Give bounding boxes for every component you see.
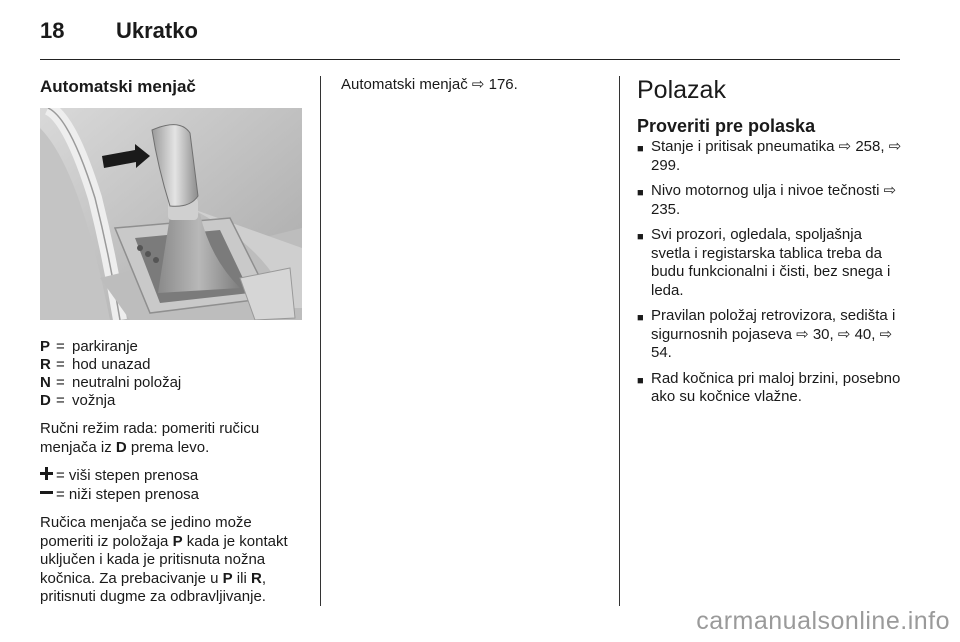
plus-icon xyxy=(40,467,56,486)
list-item xyxy=(637,307,902,363)
list-item-text: Rad kočnica pri maloj brzini, posebno ako su kočnice vlažne. xyxy=(651,369,901,405)
column-right xyxy=(637,76,902,414)
list-item xyxy=(637,182,902,219)
legend-row xyxy=(40,467,305,486)
legend-eq: = xyxy=(56,338,65,355)
bullet-square-icon: ■ xyxy=(637,231,644,243)
minus-icon xyxy=(40,486,56,505)
shift-text: Ručica menjača se jedino može pomeriti iz položaja xyxy=(40,514,252,550)
legend-row xyxy=(40,338,305,356)
legend-key: R xyxy=(40,356,51,373)
list-item xyxy=(637,138,902,175)
list-item-text: Pravilan položaj retrovizora, sedišta i sigurnosnih pojaseva ⇨ 30, ⇨ 40, ⇨ 54. xyxy=(651,307,896,361)
shift-key: P xyxy=(222,569,233,587)
legend-key: N xyxy=(40,374,51,391)
manual-shift-legend xyxy=(40,467,305,504)
legend-row xyxy=(40,356,305,374)
shift-key: P xyxy=(172,532,183,550)
manual-mode-paragraph xyxy=(40,420,305,457)
header-divider xyxy=(40,59,900,60)
section-heading: Polazak xyxy=(637,76,726,104)
legend-row xyxy=(40,392,305,410)
legend-key: P xyxy=(40,338,51,355)
legend-row xyxy=(40,374,305,392)
column-divider-2 xyxy=(619,76,620,606)
list-item-text: Svi prozori, ogledala, spoljašnja svetla i registarska tablica treba da budu funkcionalni i čisti, bez snega i leda. xyxy=(651,226,891,299)
manual-mode-text-end: prema levo. xyxy=(126,438,210,456)
legend-text: neutralni položaj xyxy=(72,374,182,391)
subsection-heading: Proveriti pre polaska xyxy=(637,116,816,136)
legend-text: hod unazad xyxy=(72,356,151,373)
checklist xyxy=(637,138,902,407)
legend-key: D xyxy=(40,392,51,409)
column-divider-1 xyxy=(320,76,321,606)
list-item-text: Stanje i pritisak pneumatika ⇨ 258, ⇨ 299. xyxy=(651,138,902,174)
section-title: Automatski menjač xyxy=(40,77,196,96)
legend-eq: = xyxy=(56,356,65,373)
legend-text: vožnja xyxy=(72,392,116,409)
list-item xyxy=(637,226,902,300)
bullet-square-icon: ■ xyxy=(637,187,644,199)
page-number: 18 xyxy=(40,18,65,43)
legend-text: parkiranje xyxy=(72,338,138,355)
shift-text: kada je kontakt uključen i kada je pritisnuta nožna kočnica. Za prebacivanje u xyxy=(40,532,288,587)
column-left xyxy=(40,76,305,607)
minus-text: = niži stepen prenosa xyxy=(56,485,200,503)
list-item xyxy=(637,370,902,407)
bullet-square-icon: ■ xyxy=(637,312,644,324)
manual-mode-key: D xyxy=(115,438,127,456)
shift-lock-paragraph xyxy=(40,514,305,607)
bullet-square-icon: ■ xyxy=(637,374,644,387)
chapter-title: Ukratko xyxy=(116,18,198,43)
column-middle xyxy=(341,76,601,94)
bullet-square-icon: ■ xyxy=(637,143,644,155)
shift-key: R xyxy=(250,569,262,587)
plus-text: = viši stepen prenosa xyxy=(56,467,199,484)
manual-mode-text: Ručni režim rada: pomeriti ručicu menjača iz xyxy=(40,420,260,456)
cross-reference[interactable]: Automatski menjač ⇨ 176. xyxy=(341,76,518,93)
gear-legend xyxy=(40,338,305,410)
shift-text: , pritisnuti dugme za odbravljivanje. xyxy=(40,569,266,605)
list-item-text: Nivo motornog ulja i nivoe tečnosti ⇨ 235. xyxy=(651,182,897,218)
legend-eq: = xyxy=(56,392,65,409)
legend-eq: = xyxy=(56,374,65,391)
watermark: carmanualsonline.info xyxy=(696,607,950,635)
legend-row xyxy=(40,486,305,505)
page-header xyxy=(40,18,900,58)
gear-shifter-illustration xyxy=(40,108,302,320)
shift-text: ili xyxy=(232,569,251,587)
